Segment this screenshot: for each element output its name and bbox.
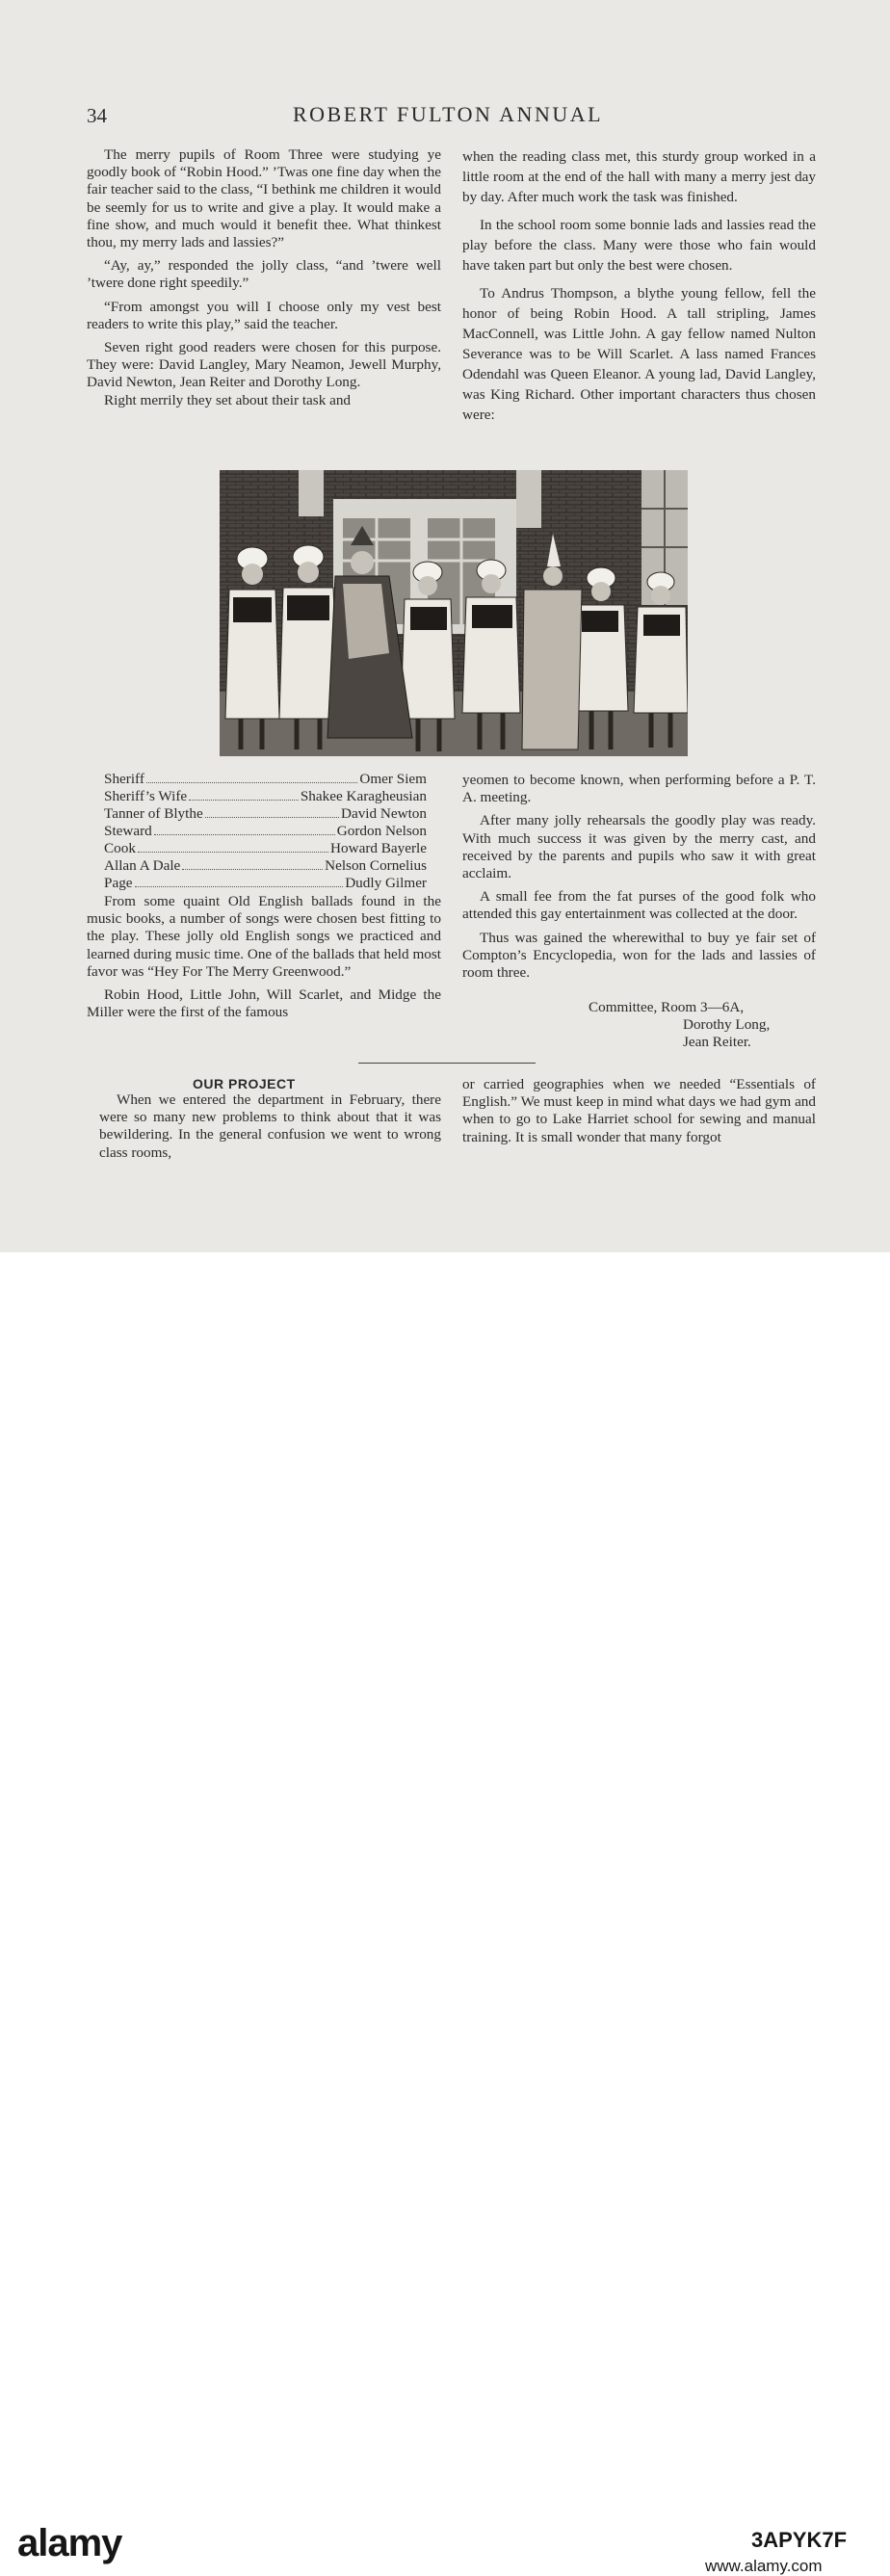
cast-role: Steward (104, 823, 152, 839)
paragraph: From some quaint Old English ballads found in the music books, a number of songs were chosen best fitting to the play. These jolly old English songs we practiced and learned during music time. One of the ballads that held most favor was “Hey For The Merry Greenwood.” (87, 893, 441, 980)
paragraph: The merry pupils of Room Three were studying ye goodly book of “Robin Hood.” ’Twas one fine day when the fair teacher said to the class, “I bethink me children it would be seemly for us to write and give a play. It would make a fine show, and much would it benefit thee. What thinkest thou, my merry lads and lassies?” (87, 146, 441, 251)
paragraph: or carried geographies when we needed “Essentials of English.” We must keep in mind what days we had gym and when to go to Lake Harriet school for sewing and manual training. It is small wonder that many forgot (462, 1076, 816, 1145)
paragraph: After many jolly rehearsals the goodly play was ready. With much success it was given by the merry cast, and received by the parents and pupils who saw it with great acclaim. (462, 812, 816, 882)
project-right-column (462, 1076, 816, 1146)
paragraph: when the reading class met, this sturdy group worked in a little room at the end of the hall with many a merry jest day by day. After much work the task was finished. (462, 148, 816, 205)
cast-actor: Shakee Karagheusian (300, 788, 427, 804)
cast-actor: Dudly Gilmer (345, 875, 427, 891)
signature-name: Dorothy Long, (683, 1016, 771, 1033)
paragraph: A small fee from the fat purses of the good folk who attended this gay entertainment was collected at the door. (462, 888, 816, 923)
class-photo (220, 470, 688, 756)
page-number: 34 (87, 104, 107, 127)
cast-list (104, 771, 427, 892)
paragraph: yeomen to become known, when performing before a P. T. A. meeting. (462, 772, 816, 806)
cast-row (104, 875, 427, 892)
site-url: www.alamy.com (705, 2557, 823, 2575)
running-title: ROBERT FULTON ANNUAL (292, 102, 604, 126)
cast-row (104, 840, 427, 857)
image-id: 3APYK7F (751, 2528, 848, 2552)
cast-role: Sheriff’s Wife (104, 788, 188, 804)
paragraph: “From amongst you will I choose only my vest best readers to write this play,” said the teacher. (87, 298, 441, 332)
cast-row (104, 771, 427, 788)
cast-role: Page (104, 875, 133, 891)
cast-role: Sheriff (104, 771, 144, 787)
watermark-bar (0, 1252, 890, 2575)
cast-role: Allan A Dale (104, 857, 181, 874)
bottom-right-column (462, 772, 816, 982)
cast-actor: Nelson Cornelius (325, 857, 427, 874)
paragraph: “Ay, ay,” responded the jolly class, “and ’twere well ’twere done right speedily.” (87, 257, 441, 292)
cast-actor: Gordon Nelson (336, 823, 427, 839)
cast-role: Tanner of Blythe (104, 805, 203, 822)
cast-row (104, 805, 427, 823)
cast-actor: David Newton (341, 805, 427, 822)
paragraph: Seven right good readers were chosen for this purpose. They were: David Langley, Mary Neamon, Jewell Murphy, David Newton, Jean Reiter and Dorothy Long. (87, 339, 441, 391)
brand-logo: alamy (17, 2522, 122, 2564)
paragraph: When we entered the department in February, there were so many new problems to think about that it was bewildering. In the general confusion we went to wrong class rooms, (99, 1091, 441, 1161)
cast-row (104, 823, 427, 840)
bottom-left-column (87, 893, 441, 1021)
paragraph: Right merrily they set about their task and (104, 391, 352, 408)
signature-name: Jean Reiter. (683, 1034, 751, 1050)
cast-actor: Omer Siem (359, 771, 427, 787)
cast-role: Cook (104, 840, 136, 856)
cast-row (104, 788, 427, 805)
paragraph: In the school room some bonnie lads and lassies read the play before the class. Many were those who fain would have taken part but only the best were chosen. (462, 217, 816, 274)
class-photo-illustration (220, 470, 688, 756)
section-divider (358, 1063, 536, 1064)
paragraph: Robin Hood, Little John, Will Scarlet, and Midge the Miller were the first of the famous (87, 986, 441, 1021)
cast-actor: Howard Bayerle (330, 840, 427, 856)
top-left-column (87, 146, 441, 409)
paragraph: Thus was gained the wherewithal to buy ye fair set of Compton’s Encyclopedia, won for the lads and lassies of room three. (462, 929, 816, 982)
top-right-column (462, 146, 816, 425)
cast-row (104, 857, 427, 875)
project-left-column (99, 1091, 441, 1162)
signature-committee: Committee, Room 3—6A, (589, 999, 745, 1015)
scanned-page (0, 0, 890, 1252)
paragraph: To Andrus Thompson, a blythe young fellow, fell the honor of being Robin Hood. A tall stripling, James MacConnell, was Little John. A gay fellow named Nulton Severance was to be Will Scarlet. A lass named Frances Odendahl was Queen Eleanor. A young lad, David Langley, was King Richard. Other important characters thus chosen were: (462, 285, 816, 423)
section-heading: OUR PROJECT (193, 1076, 296, 1091)
